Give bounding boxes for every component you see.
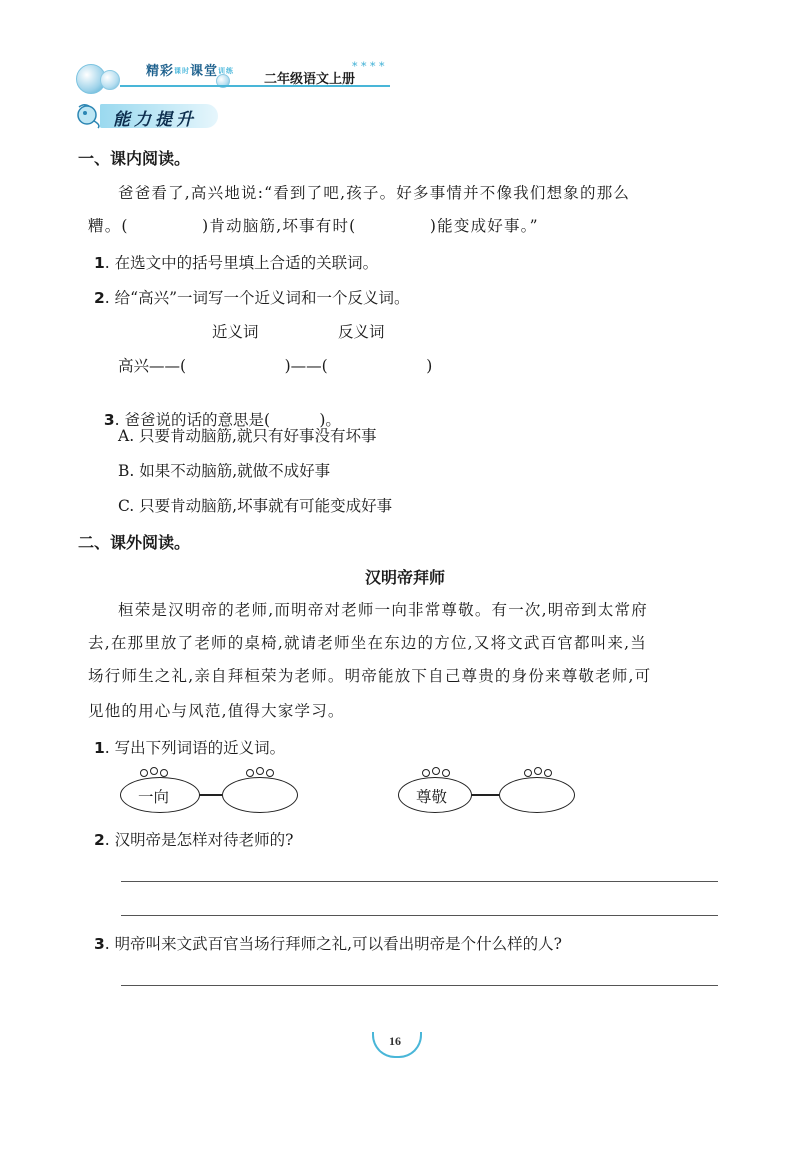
gaoxing-answer-line[interactable]: 高兴——( )——( ) xyxy=(118,357,433,375)
question-2 xyxy=(94,286,410,308)
question-number: 1 xyxy=(94,254,105,272)
passage-line: 桓荣是汉明帝的老师,而明帝对老师一向非常尊敬。有一次,明帝到太常府 xyxy=(118,601,648,619)
frog-eye-icon xyxy=(266,769,274,777)
series-text: 课堂 xyxy=(190,64,219,79)
passage-line: 爸爸看了,高兴地说:“看到了吧,孩子。好多事情并不像我们想象的那么 xyxy=(118,184,631,202)
star-decoration-icon: * * * * xyxy=(352,60,385,73)
series-name xyxy=(146,60,234,79)
section1-heading: 一、课内阅读。 xyxy=(78,149,191,168)
passage-line: 糟。( )肯动脑筋,坏事有时( )能变成好事。” xyxy=(88,217,539,235)
series-text: 课时 xyxy=(174,67,191,75)
banner-title: 能力提升 xyxy=(113,110,197,130)
synonym-label: 近义词 xyxy=(212,323,259,341)
answer-oval[interactable] xyxy=(222,777,298,813)
question-1 xyxy=(94,736,285,758)
answer-line[interactable] xyxy=(121,915,718,916)
question-text: . 给“高兴”一词写一个近义词和一个反义词。 xyxy=(104,289,410,307)
given-word: 尊敬 xyxy=(416,788,448,806)
page-number: 16 xyxy=(389,1034,401,1048)
frog-eye-icon xyxy=(524,769,532,777)
answer-line[interactable] xyxy=(121,881,718,882)
answer-line[interactable] xyxy=(121,985,718,986)
frog-eye-icon xyxy=(442,769,450,777)
frog-eye-icon xyxy=(246,769,254,777)
question-3 xyxy=(94,932,562,954)
page-header xyxy=(0,0,800,95)
passage-line: 场行师生之礼,亲自拜桓荣为老师。明帝能放下自己尊贵的身份来尊敬老师,可 xyxy=(88,667,652,685)
connector-line xyxy=(199,794,222,796)
synonym-frog-group-1 xyxy=(0,760,800,820)
bubble-icon xyxy=(100,70,120,90)
frog-eye-icon xyxy=(256,767,264,775)
question-1 xyxy=(94,251,378,273)
question-text: . 爸爸说的话的意思是( )。 xyxy=(114,411,341,429)
series-text: 精彩 xyxy=(146,64,175,79)
question-number: 1 xyxy=(94,739,105,757)
question-2 xyxy=(94,828,293,850)
connector-line xyxy=(471,794,499,796)
grade-book-title: 二年级语文上册 xyxy=(264,72,356,87)
passage-line: 见他的用心与风范,值得大家学习。 xyxy=(88,702,345,720)
passage-line: 去,在那里放了老师的桌椅,就请老师坐在东边的方位,又将文武百官都叫来,当 xyxy=(88,634,647,652)
question-text: . 汉明帝是怎样对待老师的? xyxy=(104,831,294,849)
question-number: 2 xyxy=(94,289,105,307)
series-text: 训练 xyxy=(218,67,235,75)
frog-eye-icon xyxy=(140,769,148,777)
question-text: . 明帝叫来文武百官当场行拜师之礼,可以看出明帝是个什么样的人? xyxy=(104,935,562,953)
question-number: 3 xyxy=(94,935,105,953)
section2-heading: 二、课外阅读。 xyxy=(78,533,191,552)
question-number: 3 xyxy=(103,411,115,429)
option-c[interactable]: C. 只要肯动脑筋,坏事就有可能变成好事 xyxy=(118,497,393,515)
frog-eye-icon xyxy=(544,769,552,777)
frog-eye-icon xyxy=(432,767,440,775)
given-word: 一向 xyxy=(138,788,170,806)
frog-eye-icon xyxy=(150,767,158,775)
frog-eye-icon xyxy=(160,769,168,777)
question-text: . 写出下列词语的近义词。 xyxy=(104,739,286,757)
question-text: . 在选文中的括号里填上合适的关联词。 xyxy=(104,254,379,272)
option-a[interactable]: A. 只要肯动脑筋,就只有好事没有坏事 xyxy=(118,427,377,445)
frog-eye-icon xyxy=(422,769,430,777)
option-b[interactable]: B. 如果不动脑筋,就做不成好事 xyxy=(118,462,331,480)
answer-oval[interactable] xyxy=(499,777,575,813)
passage-title: 汉明帝拜师 xyxy=(365,568,446,587)
frog-eye-icon xyxy=(534,767,542,775)
antonym-label: 反义词 xyxy=(338,323,385,341)
question-number: 2 xyxy=(94,831,105,849)
